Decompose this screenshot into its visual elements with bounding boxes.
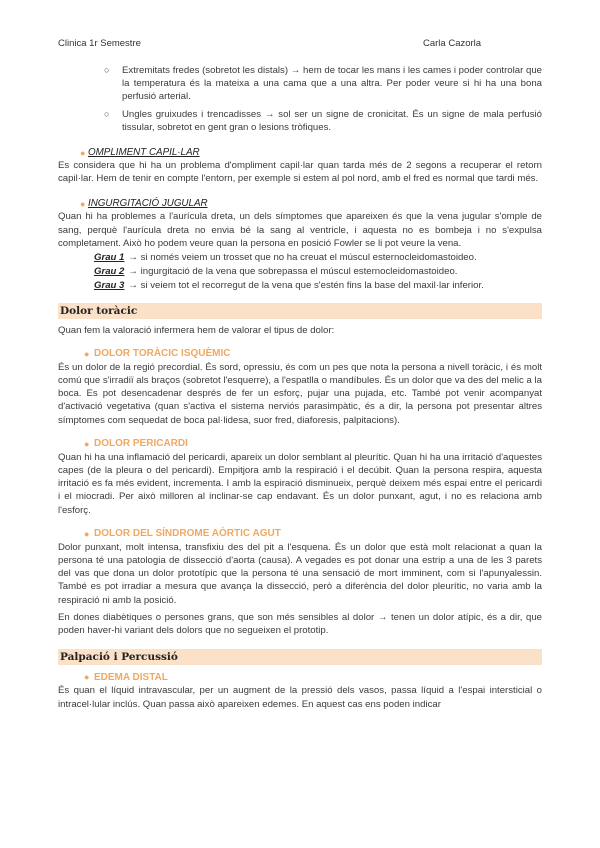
paragraph: És un dolor de la regió precordial. És sord, opressiu, és com un pes que nota la persona a nivell toràcic, i és molt comú que s'irradiï als braços (sobretot l'esquerre), a l'espatlla o mandíbules. És un dolor que va des del melic a la boca. Es pot desencadenar després de fer un esforç, pujar una pujada, etc. També pot venir acompanyat d'activació vegetativa (quan s'activa el sistema nerviós parasimpàtic, és a dir, la persona pot presentar altres símptomes com sequedat de boca pal·lidesa, suor fred, diaforesis, palpitacions). (58, 361, 542, 426)
list-item (58, 108, 542, 134)
paragraph: Quan fem la valoració infermera hem de valorar el tipus de dolor: (58, 324, 335, 336)
paragraph: En dones diabètiques o persones grans, que son més sensibles al dolor → tenen un dolor atípic, és a dir, que poden haver-hi variant dels dolors que no segueixen el prototip. (58, 611, 542, 637)
grau-item (94, 279, 542, 292)
grau-item (94, 265, 542, 278)
document-body (58, 64, 542, 711)
section-heading-palpacio (58, 649, 542, 665)
bullet-text: Ungles gruixudes i trencadisses → sol ser un signe de cronicitat. És un signe de mala perfusió tissular, sobretot en gent gran o lesions tròfiques. (122, 108, 542, 133)
heading-text: DOLOR TORÀCIC ISQUÈMIC (94, 348, 231, 360)
circle-bullet-icon: ○ (104, 108, 110, 119)
heading-text: Palpació i Percussió (60, 651, 178, 664)
paragraph: Quan hi ha una inflamació del pericardi, apareix un dolor semblant al pleurític. Quan hi ha una irritació d'aquestes capes (de la pleura o del pericardi). Empitjora amb la respiració i el decúbit. Quan la persona respira, aquesta irritació es fa més evident, incrementa. I amb la espiració disminueix, perquè deixem més espai entre el pericardi i el miocradi. Per això milloren al inclinar-se cap endavant. És un dolor punxant, agut, i no es relaciona amb l'esforç. (58, 451, 542, 516)
heading-text: DOLOR DEL SÍNDROME AÒRTIC AGUT (94, 528, 281, 540)
subsection-heading-aortic (58, 527, 542, 541)
subsection-heading-isquemic (58, 347, 542, 361)
bullet-text: Extremitats fredes (sobretot les distals) → hem de tocar les mans i les cames i poder controlar que la temperatura és la mateixa a una cama que a una altra. Per poder veure si hi ha una bona perfusió arterial. (122, 65, 542, 103)
grau-label: Grau 1 (94, 252, 125, 264)
grau-item (94, 251, 542, 264)
section-heading-dolor (58, 303, 542, 319)
dot-bullet-icon: ● (84, 438, 90, 449)
grau-text: → si només veiem un trosset que no ha creuat el múscul esternocleidomastoideo. (128, 252, 477, 264)
heading-text: INGURGITACIÓ JUGULAR (88, 198, 208, 210)
paragraph: És quan el líquid intravascular, per un augment de la pressió dels vasos, passa líquid a l'espai intersticial o intracel·lular inclús. Quan passa això apareixen edemes. En aquest cas ens poden indicar (58, 685, 542, 710)
list-item (58, 64, 542, 104)
header-course: Clinica 1r Semestre (58, 38, 141, 49)
heading-text: OMPLIMENT CAPIL·LAR (88, 147, 200, 159)
subsection-heading-edema (58, 670, 542, 684)
paragraph: Es considera que hi ha un problema d'ompliment capil·lar quan tarda més de 2 segons a recuperar el retorn capil·lar. Hem de tenir en compte l'entorn, per exemple si estem al pol nord, amb el fred es normal que tardi més. (58, 160, 542, 185)
dot-bullet-icon: ● (80, 147, 86, 158)
subsection-heading-pericardi (58, 437, 542, 451)
paragraph: Dolor punxant, molt intensa, transfixiu des del pit a l'esquena. És un dolor que està molt relacionat a quan la persona té una patologia de dissecció d'aorta (causa). A vegades es pot donar una estrip a una de les 3 parets del vas que dona un dolor prototípic que la persona té una sensació de mort imminent, com si l'apunyalessin. També es pot irradiar a mesura que avança la dissecció, però a diferència del dolor pleurític, no varia amb la respiració ni amb la posició. (58, 541, 542, 606)
header-author: Carla Cazorla (423, 38, 482, 49)
grau-label: Grau 3 (94, 280, 125, 292)
dot-bullet-icon: ● (84, 348, 90, 359)
section-heading-ompliment (58, 146, 542, 159)
section-heading-ingurgitacio (58, 197, 542, 210)
grau-text: → ingurgitació de la vena que sobrepassa el múscul esternocleidomastoideo. (128, 266, 458, 278)
paragraph: Quan hi ha problemes a l'aurícula dreta, un dels símptomes que apareixen és que la vena jugular s'omple de sang, perquè l'aurícula dreta no envia bé la sang al ventricle, i aquesta no es bombeja i no s'expulsa completament. Això ho podem veure quan la persona en posició Fowler se li pot veure la vena. (58, 211, 542, 249)
circle-bullet-icon: ○ (104, 65, 110, 75)
dot-bullet-icon: ● (80, 198, 86, 209)
heading-text: DOLOR PERICARDI (94, 438, 188, 450)
grau-text: → si veiem tot el recorregut de la vena que s'estén fins la base del maxil·lar inferior. (128, 280, 484, 292)
heading-text: EDEMA DISTAL (94, 671, 168, 683)
heading-text: Dolor toràcic (60, 304, 138, 317)
grau-label: Grau 2 (94, 266, 125, 278)
dot-bullet-icon: ● (84, 528, 90, 539)
dot-bullet-icon: ● (84, 672, 90, 683)
